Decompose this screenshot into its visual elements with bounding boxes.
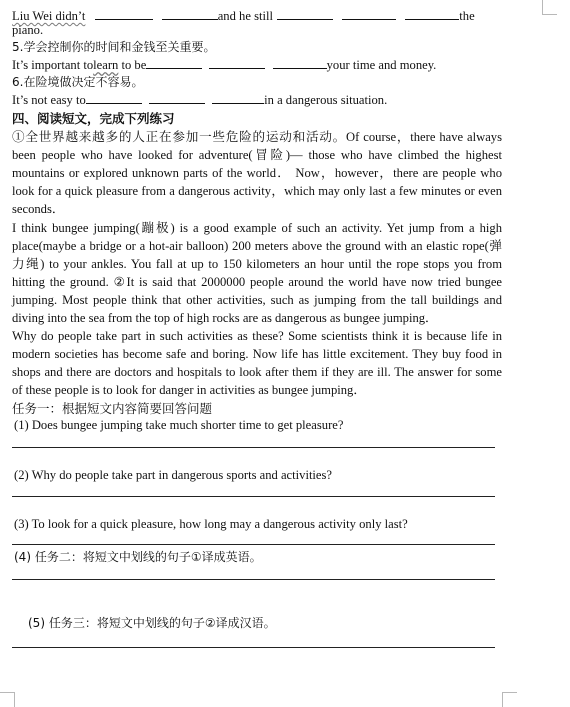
question-6-english: [12, 91, 502, 109]
page-corner-mark-top-right: [542, 0, 557, 15]
answer-blank[interactable]: [273, 56, 327, 69]
question-2: (2) Why do people take part in dangerous sports and activities?: [14, 468, 333, 482]
document-page: [12, 4, 502, 648]
page-corner-mark-bottom-right: [502, 692, 517, 707]
passage-paragraph-3: Why do people take part in such activities as these? Some scientists think it is because life in modern societies has become safe and boring. Now life has little excitement. They buy food in shops and there are doctors and hospitals to look after them if they are ill. The answer for some of these people is to look for danger in activities as bungee jumping．: [12, 329, 502, 397]
answer-blank[interactable]: [86, 91, 142, 104]
question-6-chinese: 6.在险境做决定不容易。: [12, 75, 144, 89]
answer-line[interactable]: [12, 543, 495, 545]
answer-line[interactable]: [12, 495, 495, 497]
question-3: (3) To look for a quick pleasure, how long may a dangerous activity only last?: [14, 517, 408, 531]
question-5-english-start: It’s important to: [12, 58, 94, 72]
section-heading: 四、阅读短文，完成下列练习: [12, 111, 175, 126]
question-5: (5) 任务三：将短文中划线的句子②译成汉语。: [28, 616, 276, 630]
answer-blank[interactable]: [209, 56, 265, 69]
question-5-english: [12, 56, 502, 74]
question-1: (1) Does bungee jumping take much shorter time to get pleasure?: [14, 418, 344, 432]
question-5-english-end: your time and money.: [326, 58, 437, 72]
answer-blank[interactable]: [277, 7, 333, 20]
question-5-chinese: 5.学会控制你的时间和金钱至关重要。: [12, 40, 216, 54]
answer-line[interactable]: [12, 446, 495, 448]
fill-line-1-start: Liu Wei didn’t: [12, 9, 86, 23]
answer-blank[interactable]: [95, 7, 153, 20]
answer-blank[interactable]: [149, 91, 205, 104]
fill-line-1: [12, 7, 502, 25]
question-4: (4) 任务二：将短文中划线的句子①译成英语。: [14, 550, 262, 564]
answer-line[interactable]: [12, 646, 495, 648]
task-1-title: 任务一：根据短文内容简要回答问题: [12, 401, 213, 416]
fill-line-2: piano.: [12, 23, 44, 37]
question-5-english-learn: learn: [93, 58, 119, 72]
answer-blank[interactable]: [342, 7, 396, 20]
answer-blank[interactable]: [212, 91, 264, 104]
answer-blank[interactable]: [146, 56, 202, 69]
question-6-english-start: It’s not easy to: [12, 93, 86, 107]
answer-blank[interactable]: [162, 7, 218, 20]
page-corner-mark-bottom-left: [0, 692, 15, 707]
question-6-english-end: in a dangerous situation.: [264, 93, 388, 107]
answer-blank[interactable]: [405, 7, 459, 20]
passage-paragraph-2: I think bungee jumping(蹦极) is a good example of such an activity. Yet jump from a high place(maybe a bridge or a hot-air balloon) 200 meters above the ground with an elastic rope(弹力绳) to your ankles. You fall at up to 150 kilometers an hour until the rope stops you from hitting the ground. ②It is said that 2000000 people around the world have now tried bungee jumping. Most people think that other activities, such as jumping from the tall buildings and diving into the sea from the top of high rocks are as dangerous as bungee jumping．: [12, 221, 502, 325]
question-5-english-to-be: to be: [118, 58, 147, 72]
passage-paragraph-1: ①全世界越来越多的人正在参加一些危险的运动和活动。Of course，there have always been people who have looked for adventure(冒险)— those who have climbed the highest mountains or explored unknown parts of the world． Now，however，there are people who look for a quick pleasure from a dangerous activity，which may only last a few minutes or even seconds．: [12, 130, 502, 216]
fill-line-1-middle: and he still: [217, 9, 273, 23]
fill-line-1-end: the: [459, 9, 475, 23]
answer-line[interactable]: [12, 578, 495, 580]
